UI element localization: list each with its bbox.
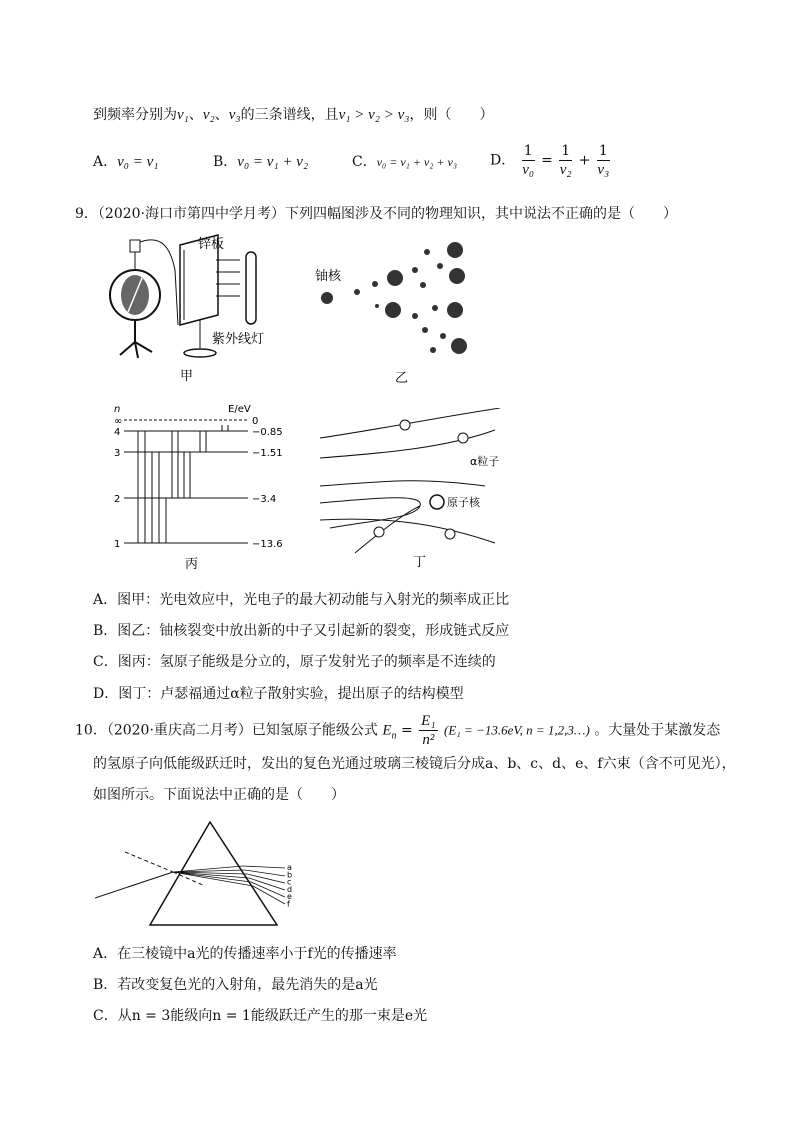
ray-label-a: a: [287, 863, 292, 872]
nu2-symbol: ν₂: [202, 107, 215, 123]
option-b: [213, 152, 308, 172]
label-alpha: α粒子: [470, 455, 500, 468]
option-label: B．: [213, 154, 238, 170]
option-expr: ν₀ = ν₁ + ν₂ + ν₃: [376, 155, 458, 169]
level-n-label: ∞: [114, 416, 123, 427]
caption-jia: 甲: [180, 369, 194, 384]
level-n-label: 1: [114, 539, 121, 550]
fraction: [559, 142, 572, 179]
q10-line2: 的氢原子向低能级跃迁时，发出的复色光通过玻璃三棱镜后分成a、b、c、d、e、f六束（含不可见光），: [93, 756, 736, 772]
q9-stem: 9．（2020·海口市第四中学月考）下列四幅图涉及不同的物理知识，其中说法不正确的是（ ）: [75, 206, 677, 222]
numerator: 1: [523, 143, 533, 159]
level-energy-label: −0.85: [252, 427, 283, 438]
label-uranium: 铀核: [315, 269, 342, 284]
zinc-plate-base: [184, 349, 216, 357]
q10-option-a: A．在三棱镜中a光的传播速率小于f光的传播速率: [93, 946, 397, 962]
electroscope-cap: [130, 240, 140, 252]
level-n-label: 4: [114, 427, 121, 438]
electroscope-base: [120, 342, 152, 358]
label-nucleus: 原子核: [447, 496, 480, 509]
figure-ding-scattering: [315, 408, 505, 573]
fraction: [522, 142, 535, 179]
option-expr: ν₀ = ν₁ + ν₂: [237, 154, 309, 170]
frequency-relation: ν₁ > ν₂ > ν₃: [338, 107, 410, 123]
nu1-symbol: ν₁: [177, 107, 189, 123]
q9-option-a: A．图甲：光电效应中，光电子的最大初动能与入射光的频率成正比: [93, 592, 510, 608]
ray-label-f: f: [287, 899, 290, 909]
alpha-trajectories: [320, 408, 500, 553]
denominator: ν₃: [597, 162, 610, 178]
separator: 、: [188, 107, 203, 123]
plus-sign: +: [578, 152, 591, 169]
q9-option-c: C．图丙：氢原子能级是分立的，原子发射光子的频率是不连续的: [93, 654, 496, 670]
alpha-particles: [374, 420, 468, 539]
dispersed-rays: [173, 866, 285, 904]
intro-text: 的三条谱线，且: [240, 107, 339, 123]
option-c: [352, 152, 457, 172]
denominator: ν₂: [559, 162, 572, 178]
denominator: ν₀: [522, 162, 535, 178]
formula-fraction: [419, 712, 437, 749]
separator: 、: [214, 107, 229, 123]
uv-light-rays: [216, 260, 240, 296]
figure-bing-energy-levels: [110, 400, 285, 575]
level-n-label: 2: [114, 494, 121, 505]
q10-stem-text: 10．（2020·重庆高二月考）已知氢原子能级公式: [75, 722, 378, 739]
q10-option-c: C．从n = 3能级向n = 1能级跃迁产生的那一束是e光: [93, 1008, 428, 1024]
fission-chain: [321, 242, 467, 354]
denominator: n²: [422, 732, 435, 748]
level-energy-label: 0: [252, 416, 259, 427]
normal-line: [125, 852, 173, 872]
incident-ray: [95, 872, 173, 898]
formula-lhs: E: [382, 722, 392, 739]
ray-label-d: d: [287, 884, 293, 894]
intro-text: ，则（ ）: [409, 107, 494, 123]
level-energy-label: −1.51: [252, 448, 283, 459]
level-energy-label: −13.6: [252, 539, 283, 550]
axis-energy-label: E/eV: [228, 404, 251, 415]
q9-option-d: D．图丁：卢瑟福通过α粒子散射实验，提出原子的结构模型: [93, 686, 464, 702]
ray-labels: [287, 863, 292, 909]
caption-bing: 丙: [185, 557, 199, 572]
figure-prism: [95, 820, 425, 930]
ray-label-e: e: [287, 892, 292, 902]
formula-condition: (E₁ = −13.6eV, n = 1,2,3…): [444, 722, 590, 738]
q9-option-b: B．图乙：铀核裂变中放出新的中子又引起新的裂变，形成链式反应: [93, 623, 510, 639]
numerator: 1: [598, 143, 608, 159]
level-n-label: 3: [114, 448, 121, 459]
energy-level-lines: [114, 416, 283, 550]
uv-lamp: [246, 252, 256, 324]
option-expr: ν₀ = ν₁: [117, 154, 159, 170]
q10-stem-text: 。大量处于某激发态: [594, 722, 721, 739]
intro-text: 到频率分别为: [93, 107, 177, 123]
ray-label-b: b: [287, 870, 293, 880]
q10-line3: 如图所示。下面说法中正确的是（ ）: [93, 787, 345, 803]
nucleus-icon: [430, 495, 444, 509]
transition-arrows: [138, 425, 228, 543]
formula-sub: n: [391, 730, 397, 742]
q10-stem: 10．（2020·重庆高二月考）已知氢原子能级公式 $E_n$ = $\frac{\text{E₁}}{\text{n²}}$ (E₁ = −13.6eV, n = 1,2,3…) 。大量处于某激发态: [75, 713, 721, 748]
figure-jia-photoelectric: [100, 230, 280, 390]
option-d: [490, 142, 612, 179]
q10-option-b: B．若改变复色光的入射角，最先消失的是a光: [93, 977, 378, 993]
fraction: [597, 142, 610, 179]
nu3-symbol: ν₃: [228, 107, 241, 123]
caption-yi: 乙: [395, 371, 409, 386]
option-a: [93, 152, 159, 172]
numerator: 1: [561, 143, 571, 159]
axis-n-label: n: [114, 404, 121, 415]
numerator: E₁: [421, 713, 436, 729]
label-uv-lamp: 紫外线灯: [212, 332, 265, 347]
caption-ding: 丁: [413, 555, 427, 570]
ray-label-c: c: [287, 877, 292, 887]
figure-yi-fission: [315, 240, 485, 390]
intro-line: [93, 105, 494, 125]
option-label: D．: [490, 152, 516, 169]
option-label: A．: [93, 154, 118, 170]
equals-sign: =: [541, 152, 553, 169]
label-zinc-plate: 锌板: [198, 237, 225, 252]
option-label: C．: [352, 154, 377, 170]
level-energy-label: −3.4: [252, 494, 277, 505]
